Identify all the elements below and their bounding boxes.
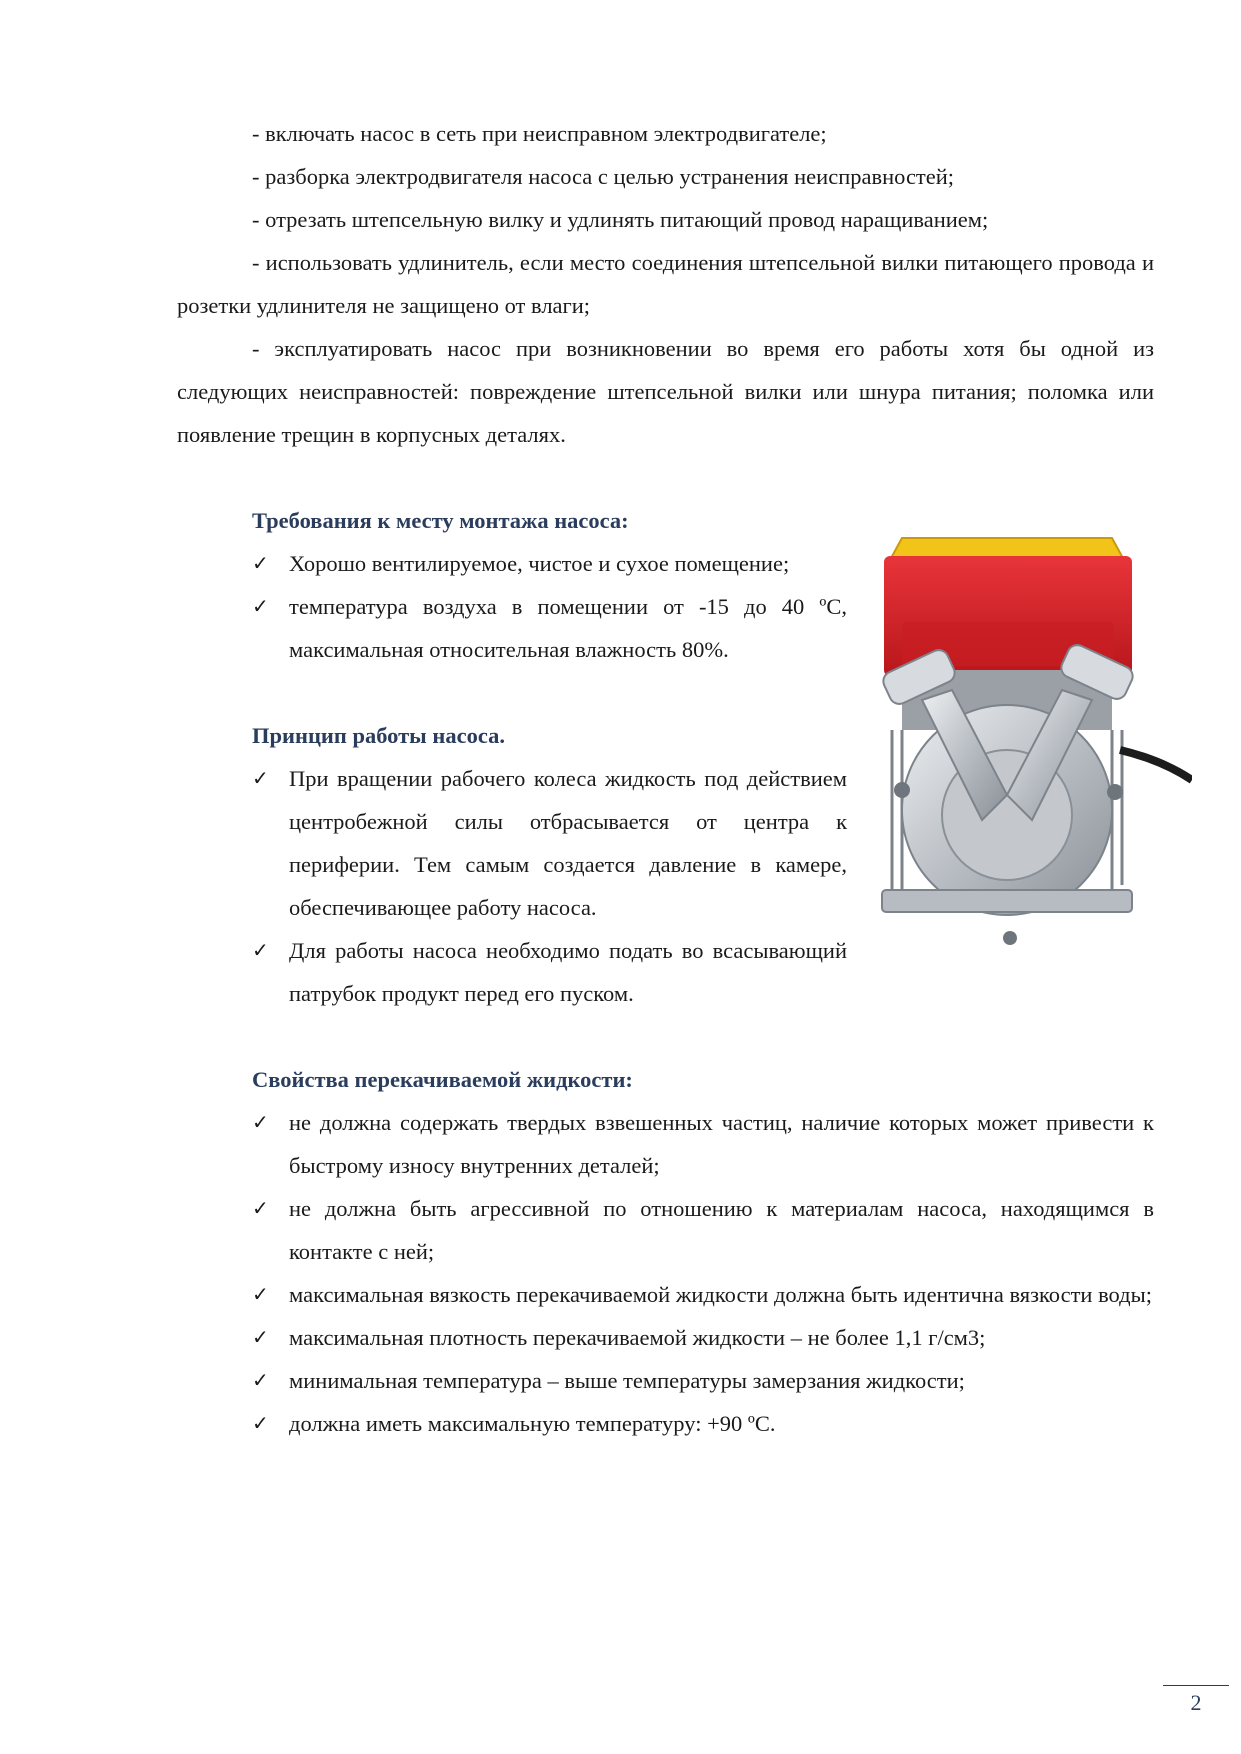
checkmark-icon: ✓ — [252, 1196, 269, 1220]
checkmark-icon: ✓ — [252, 1411, 269, 1435]
mounting-list — [252, 542, 847, 671]
list-item — [252, 757, 847, 929]
checkmark-icon: ✓ — [252, 551, 269, 575]
intro-line-4: - использовать удлинитель, если место соединения штепсельной вилки питающего провода и розетки удлинителя не защищено от влаги; — [177, 250, 1154, 318]
pump-image — [862, 530, 1192, 970]
list-item-text: Хорошо вентилируемое, чистое и сухое помещение; — [289, 551, 790, 576]
principle-list — [252, 757, 847, 1015]
section-heading-mounting: Требования к месту монтажа насоса: — [252, 508, 629, 533]
list-item-text: температура воздуха в помещении от -15 до 40 ºС, максимальная относительная влажность 80%. — [289, 594, 847, 662]
list-item-text: должна иметь максимальную температуру: +90 ºС. — [289, 1411, 776, 1436]
list-item — [252, 1273, 1154, 1316]
checkmark-icon: ✓ — [252, 594, 269, 618]
list-item-text: максимальная плотность перекачиваемой жидкости – не более 1,1 г/см3; — [289, 1325, 986, 1350]
list-item — [252, 1101, 1154, 1187]
list-item-text: минимальная температура – выше температуры замерзания жидкости; — [289, 1368, 965, 1393]
list-item — [252, 1316, 1154, 1359]
list-item — [252, 929, 847, 1015]
page-number: 2 — [1190, 1690, 1202, 1715]
checkmark-icon: ✓ — [252, 938, 269, 962]
list-item — [252, 1359, 1154, 1402]
footer-rule — [1163, 1685, 1229, 1686]
checkmark-icon: ✓ — [252, 1325, 269, 1349]
list-item-text: не должна быть агрессивной по отношению к материалам насоса, находящимся в контакте с ней; — [289, 1196, 1154, 1264]
checkmark-icon: ✓ — [252, 1110, 269, 1134]
section-heading-principle: Принцип работы насоса. — [252, 723, 505, 748]
list-item — [252, 1402, 1154, 1445]
intro-line-3: - отрезать штепсельную вилку и удлинять питающий провод наращиванием; — [252, 207, 989, 232]
intro-line-2: - разборка электродвигателя насоса с целью устранения неисправностей; — [252, 164, 955, 189]
liquid-list — [252, 1101, 1154, 1445]
list-item-text: максимальная вязкость перекачиваемой жидкости должна быть идентична вязкости воды; — [289, 1282, 1152, 1307]
intro-line-1: - включать насос в сеть при неисправном электродвигателе; — [252, 121, 827, 146]
checkmark-icon: ✓ — [252, 1368, 269, 1392]
list-item-text: При вращении рабочего колеса жидкость под действием центробежной силы отбрасывается от центра к периферии. Тем самым создается давление в камере, обеспечивающее работу насоса. — [289, 766, 847, 920]
list-item — [252, 1187, 1154, 1273]
checkmark-icon: ✓ — [252, 766, 269, 790]
list-item — [252, 542, 847, 585]
list-item-text: Для работы насоса необходимо подать во всасывающий патрубок продукт перед его пуском. — [289, 938, 847, 1006]
checkmark-icon: ✓ — [252, 1282, 269, 1306]
intro-line-5: - эксплуатировать насос при возникновении во время его работы хотя бы одной из следующих неисправностей: повреждение штепсельной вилки или шнура питания; поломка или появление трещин в корпусных деталях. — [177, 336, 1154, 447]
list-item — [252, 585, 847, 671]
list-item-text: не должна содержать твердых взвешенных частиц, наличие которых может привести к быстрому износу внутренних деталей; — [289, 1110, 1154, 1178]
section-heading-liquid: Свойства перекачиваемой жидкости: — [252, 1067, 633, 1092]
